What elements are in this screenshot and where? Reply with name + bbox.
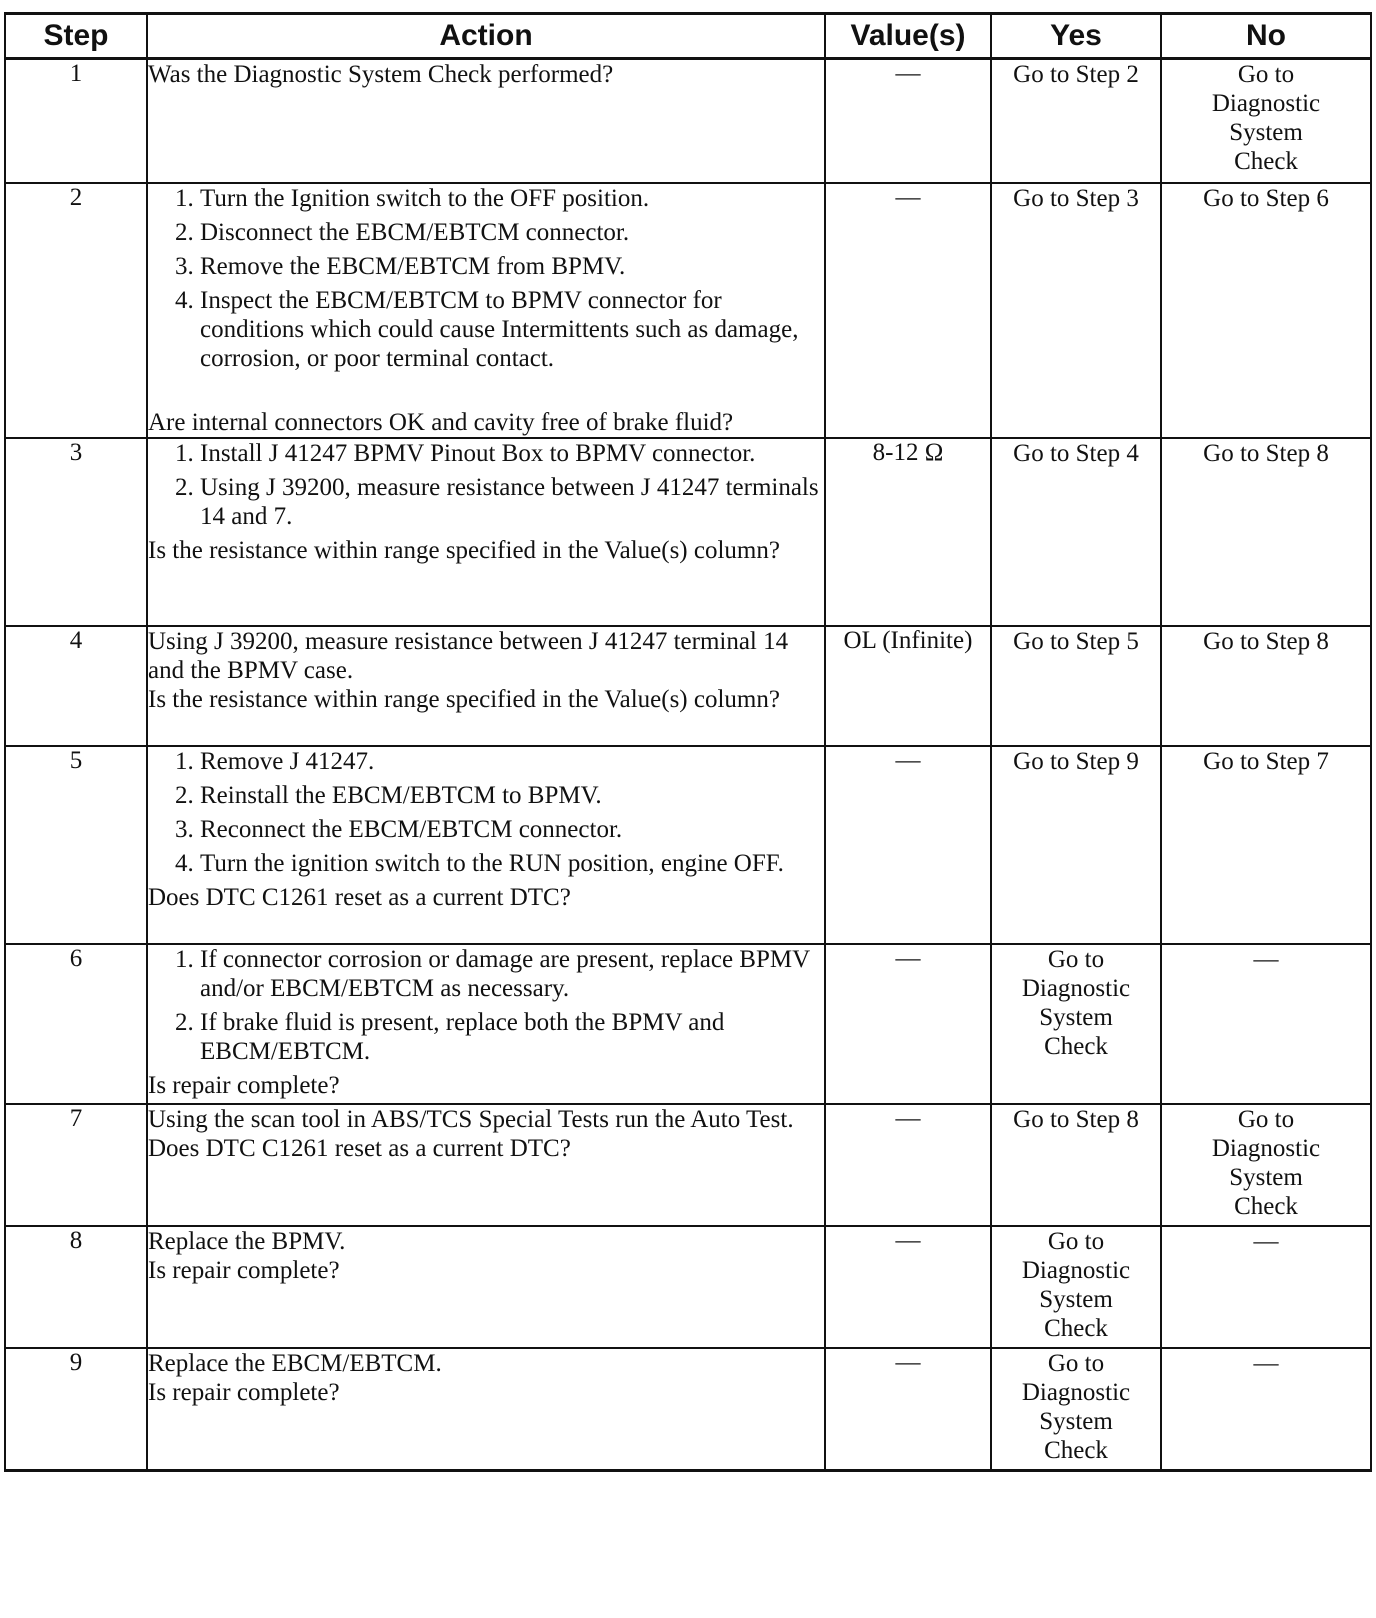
no-cell: [1161, 1104, 1371, 1226]
action-cell: [147, 746, 825, 944]
yes-text: Go to: [1047, 1350, 1105, 1377]
table-row: [5, 1348, 1371, 1471]
yes-text: System: [1039, 1004, 1113, 1031]
action-text: Replace the BPMV.: [148, 1228, 346, 1255]
action-text: Using the scan tool in ABS/TCS Special Tests run the Auto Test.: [148, 1106, 794, 1133]
action-step: 4. Turn the ignition switch to the RUN position, engine OFF.: [200, 849, 824, 878]
step-number: 1: [5, 59, 147, 184]
step-number: 4: [5, 626, 147, 746]
no-text: —: [1253, 1350, 1279, 1377]
no-text: Go to: [1237, 61, 1295, 88]
step-number: 2: [5, 183, 147, 438]
yes-text: Go to Step 2: [1013, 61, 1139, 88]
step-number: 8: [5, 1226, 147, 1348]
yes-text: Go to: [1047, 946, 1105, 973]
no-text: Go to Step 7: [1203, 748, 1329, 775]
no-text: Go to Step 6: [1203, 185, 1329, 212]
value-cell: —: [825, 746, 991, 944]
action-question: Is the resistance within range specified in the Value(s) column?: [148, 686, 780, 713]
action-question: Is the resistance within range specified in the Value(s) column?: [148, 537, 780, 564]
no-text: Diagnostic: [1211, 90, 1321, 117]
value-cell: —: [825, 1226, 991, 1348]
action-step: 1. Remove J 41247.: [200, 747, 824, 776]
action-step: 4. Inspect the EBCM/EBTCM to BPMV connector for conditions which could cause Intermittents such as damage, corrosion, or poor terminal contact.: [200, 286, 824, 373]
no-text: System: [1229, 119, 1303, 146]
action-question: Is repair complete?: [148, 1379, 340, 1406]
action-question: Is repair complete?: [148, 1072, 340, 1099]
no-cell: [1161, 746, 1371, 944]
yes-text: Check: [1044, 1437, 1108, 1464]
action-steps-list: [148, 184, 824, 373]
no-cell: [1161, 1348, 1371, 1471]
diagnostic-table: [4, 12, 1372, 1472]
action-steps-list: [148, 945, 824, 1066]
yes-text: Go to: [1047, 1228, 1105, 1255]
no-text: —: [1253, 946, 1279, 973]
yes-cell: [991, 1226, 1161, 1348]
yes-text: Diagnostic: [1021, 1379, 1131, 1406]
no-cell: [1161, 944, 1371, 1104]
step-number: 6: [5, 944, 147, 1104]
step-number: 7: [5, 1104, 147, 1226]
no-text: System: [1229, 1164, 1303, 1191]
yes-text: System: [1039, 1408, 1113, 1435]
action-step: 3. Remove the EBCM/EBTCM from BPMV.: [200, 252, 824, 281]
action-question: Does DTC C1261 reset as a current DTC?: [148, 884, 571, 911]
no-cell: [1161, 59, 1371, 184]
action-step: 2. Disconnect the EBCM/EBTCM connector.: [200, 218, 824, 247]
yes-text: System: [1039, 1286, 1113, 1313]
value-cell: —: [825, 944, 991, 1104]
yes-cell: [991, 626, 1161, 746]
no-text: Go to: [1237, 1106, 1295, 1133]
yes-text: Go to Step 5: [1013, 628, 1139, 655]
action-cell: [147, 59, 825, 184]
step-number: 5: [5, 746, 147, 944]
no-cell: [1161, 626, 1371, 746]
yes-text: Go to Step 8: [1013, 1106, 1139, 1133]
table-body: [5, 59, 1371, 1471]
action-cell: [147, 183, 825, 438]
yes-text: Check: [1044, 1033, 1108, 1060]
no-text: Diagnostic: [1211, 1135, 1321, 1162]
table-row: [5, 59, 1371, 184]
header-row: [5, 14, 1371, 59]
yes-text: Diagnostic: [1021, 975, 1131, 1002]
table-row: [5, 1226, 1371, 1348]
action-cell: [147, 1226, 825, 1348]
value-cell: —: [825, 59, 991, 184]
action-question: Are internal connectors OK and cavity free of brake fluid?: [148, 409, 734, 436]
yes-cell: [991, 944, 1161, 1104]
header-yes: Yes: [991, 14, 1161, 59]
yes-cell: [991, 1104, 1161, 1226]
action-step: 1. Install J 41247 BPMV Pinout Box to BPMV connector.: [200, 439, 824, 468]
action-step: 2. Reinstall the EBCM/EBTCM to BPMV.: [200, 781, 824, 810]
action-step: 2. Using J 39200, measure resistance between J 41247 terminals 14 and 7.: [200, 473, 824, 531]
yes-text: Diagnostic: [1021, 1257, 1131, 1284]
value-cell: —: [825, 1348, 991, 1471]
yes-cell: [991, 183, 1161, 438]
table-row: [5, 1104, 1371, 1226]
step-number: 3: [5, 438, 147, 626]
action-step: 3. Reconnect the EBCM/EBTCM connector.: [200, 815, 824, 844]
no-text: Go to Step 8: [1203, 440, 1329, 467]
no-cell: [1161, 1226, 1371, 1348]
action-cell: [147, 944, 825, 1104]
action-question: Does DTC C1261 reset as a current DTC?: [148, 1135, 571, 1162]
header-action: Action: [147, 14, 825, 59]
spacer: [148, 378, 824, 408]
header-no: No: [1161, 14, 1371, 59]
action-step: 2. If brake fluid is present, replace both the BPMV and EBCM/EBTCM.: [200, 1008, 824, 1066]
action-question: Is repair complete?: [148, 1257, 340, 1284]
action-question: Was the Diagnostic System Check performed?: [148, 61, 614, 88]
no-text: —: [1253, 1228, 1279, 1255]
value-cell: 8-12 Ω: [825, 438, 991, 626]
step-number: 9: [5, 1348, 147, 1471]
table-row: [5, 183, 1371, 438]
table-row: [5, 626, 1371, 746]
no-cell: [1161, 438, 1371, 626]
no-text: Check: [1234, 1193, 1298, 1220]
yes-text: Go to Step 3: [1013, 185, 1139, 212]
no-text: Check: [1234, 148, 1298, 175]
action-cell: [147, 438, 825, 626]
value-cell: —: [825, 1104, 991, 1226]
table-row: [5, 438, 1371, 626]
yes-cell: [991, 746, 1161, 944]
action-step: 1. If connector corrosion or damage are present, replace BPMV and/or EBCM/EBTCM as necessary.: [200, 945, 824, 1003]
yes-cell: [991, 1348, 1161, 1471]
yes-text: Go to Step 4: [1013, 440, 1139, 467]
action-cell: [147, 1104, 825, 1226]
action-step: 1. Turn the Ignition switch to the OFF position.: [200, 184, 824, 213]
table-row: [5, 944, 1371, 1104]
action-cell: [147, 626, 825, 746]
action-steps-list: [148, 439, 824, 531]
yes-cell: [991, 59, 1161, 184]
action-cell: [147, 1348, 825, 1471]
action-text: Using J 39200, measure resistance between J 41247 terminal 14 and the BPMV case.: [148, 628, 789, 684]
yes-text: Check: [1044, 1315, 1108, 1342]
value-cell: —: [825, 183, 991, 438]
table-row: [5, 746, 1371, 944]
header-step: Step: [5, 14, 147, 59]
action-text: Replace the EBCM/EBTCM.: [148, 1350, 442, 1377]
no-text: Go to Step 8: [1203, 628, 1329, 655]
yes-cell: [991, 438, 1161, 626]
header-values: Value(s): [825, 14, 991, 59]
action-steps-list: [148, 747, 824, 878]
value-cell: OL (Infinite): [825, 626, 991, 746]
no-cell: [1161, 183, 1371, 438]
yes-text: Go to Step 9: [1013, 748, 1139, 775]
